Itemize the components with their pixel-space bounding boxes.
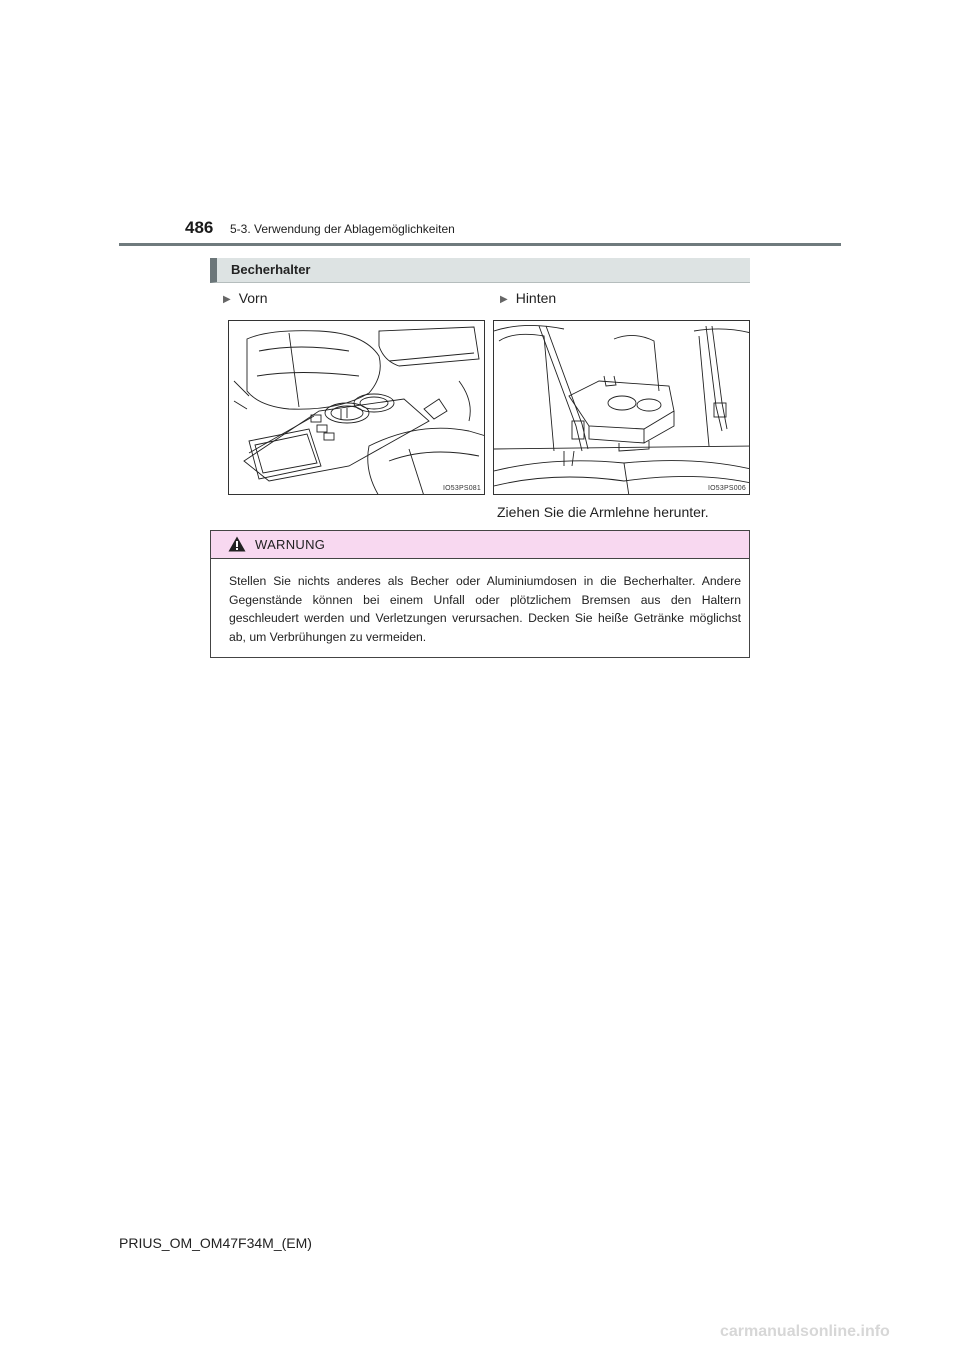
triangle-bullet-icon: ▶ [500,294,508,305]
warning-box [210,530,750,658]
page-number: 486 [185,218,214,237]
section-heading: Becherhalter [231,262,311,277]
footer-doc-code: PRIUS_OM_OM47F34M_(EM) [119,1235,312,1251]
instruction-text: Ziehen Sie die Armlehne herunter. [497,504,709,520]
front-cupholder-illustration [228,320,485,495]
front-label [223,290,268,306]
watermark: carmanualsonline.info [720,1323,890,1340]
rear-figure-code: IO53PS006 [708,485,746,492]
triangle-bullet-icon: ▶ [223,294,231,305]
warning-text: Stellen Sie nichts anderes als Becher oder Aluminiumdosen in die Becherhalter. Andere Gegenstände können bei einem Unfall oder plötzlichem Bremsen aus den Haltern geschleudert werden und Verletzungen verursachen. Decken Sie heiße Getränke möglichst ab, um Verbrühungen zu vermeiden. [229,574,741,644]
section-heading-bar [210,258,750,283]
header-rule [119,243,841,246]
rear-label [500,290,556,306]
warning-triangle-icon [228,536,246,552]
rear-cupholder-illustration [493,320,750,495]
warning-header [211,531,749,559]
section-title: 5-3. Verwendung der Ablagemöglichkeiten [230,222,455,236]
warning-title: WARNUNG [255,537,326,552]
rear-label-text: Hinten [515,290,557,306]
front-figure-code: IO53PS081 [443,485,481,492]
front-label-text: Vorn [238,290,268,306]
